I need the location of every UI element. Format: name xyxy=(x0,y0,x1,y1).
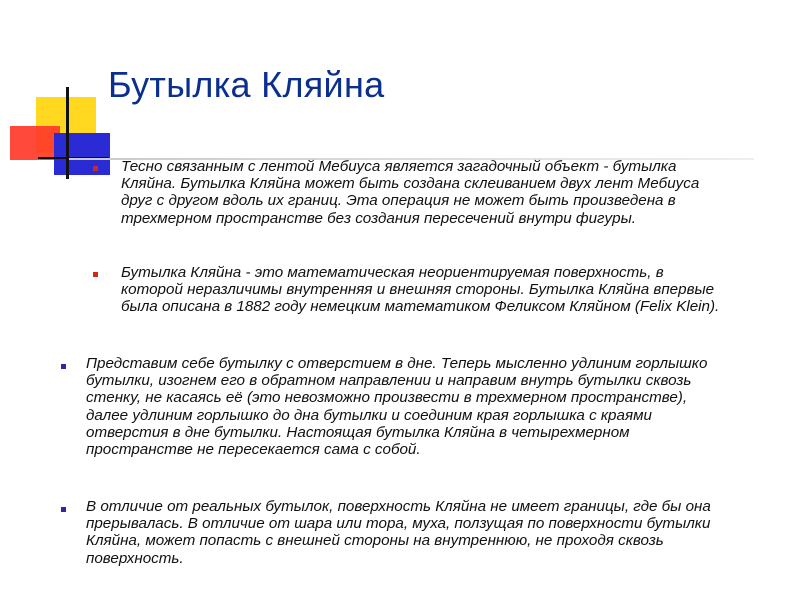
slide-title: Бутылка Кляйна xyxy=(108,64,385,105)
decor-vertical-line xyxy=(66,87,69,179)
bullet-item-2 xyxy=(121,264,721,316)
bullet-item-1 xyxy=(121,158,711,227)
bullet-text: Тесно связанным с лентой Мебиуса является загадочный объект - бутылка Кляйна. Бутылка Кляйна может быть создана склеиванием двух лент Мебиуса друг с другом вдоль их границ. Эта операция не может быть произведена в трехмерном пространстве без создания пересечений внутри фигуры. xyxy=(121,158,700,227)
bullet-text: В отличие от реальных бутылок, поверхность Кляйна не имеет границы, где бы она прерывалась. В отличие от шара или тора, муха, ползущая по поверхности бутылки Кляйна, может попасть с внешней стороны на внутреннюю, не проходя сквозь поверхность. xyxy=(86,498,711,567)
bullet-item-4 xyxy=(86,498,726,567)
decor-blue-square xyxy=(54,133,110,175)
bullet-marker-square-icon xyxy=(93,272,98,277)
bullet-text: Представим себе бутылку с отверстием в дне. Теперь мысленно удлиним горлышко бутылки, изогнем его в обратном направлении и направим внутрь бутылки сквозь стенку, не касаясь её (это невозможно произвести в трехмерном пространстве), далее удлиним горлышко до дна бутылки и соединим края горлышка с краями отверстия в дне бутылки. Настоящая бутылка Кляйна в четырехмерном пространстве не пересекается сама с собой. xyxy=(86,355,708,459)
decor-red-square xyxy=(10,126,60,160)
bullet-text: Бутылка Кляйна - это математическая неориентируемая поверхность, в которой неразличимы внутренняя и внешняя стороны. Бутылка Кляйна впервые была описана в 1882 году немецким математиком Феликсом Кляйном (Felix Klein). xyxy=(121,264,720,316)
bullet-marker-square-icon xyxy=(61,364,66,369)
bullet-marker-square-icon xyxy=(61,507,66,512)
bullet-item-3 xyxy=(86,355,726,458)
bullet-marker-square-icon xyxy=(93,166,98,171)
